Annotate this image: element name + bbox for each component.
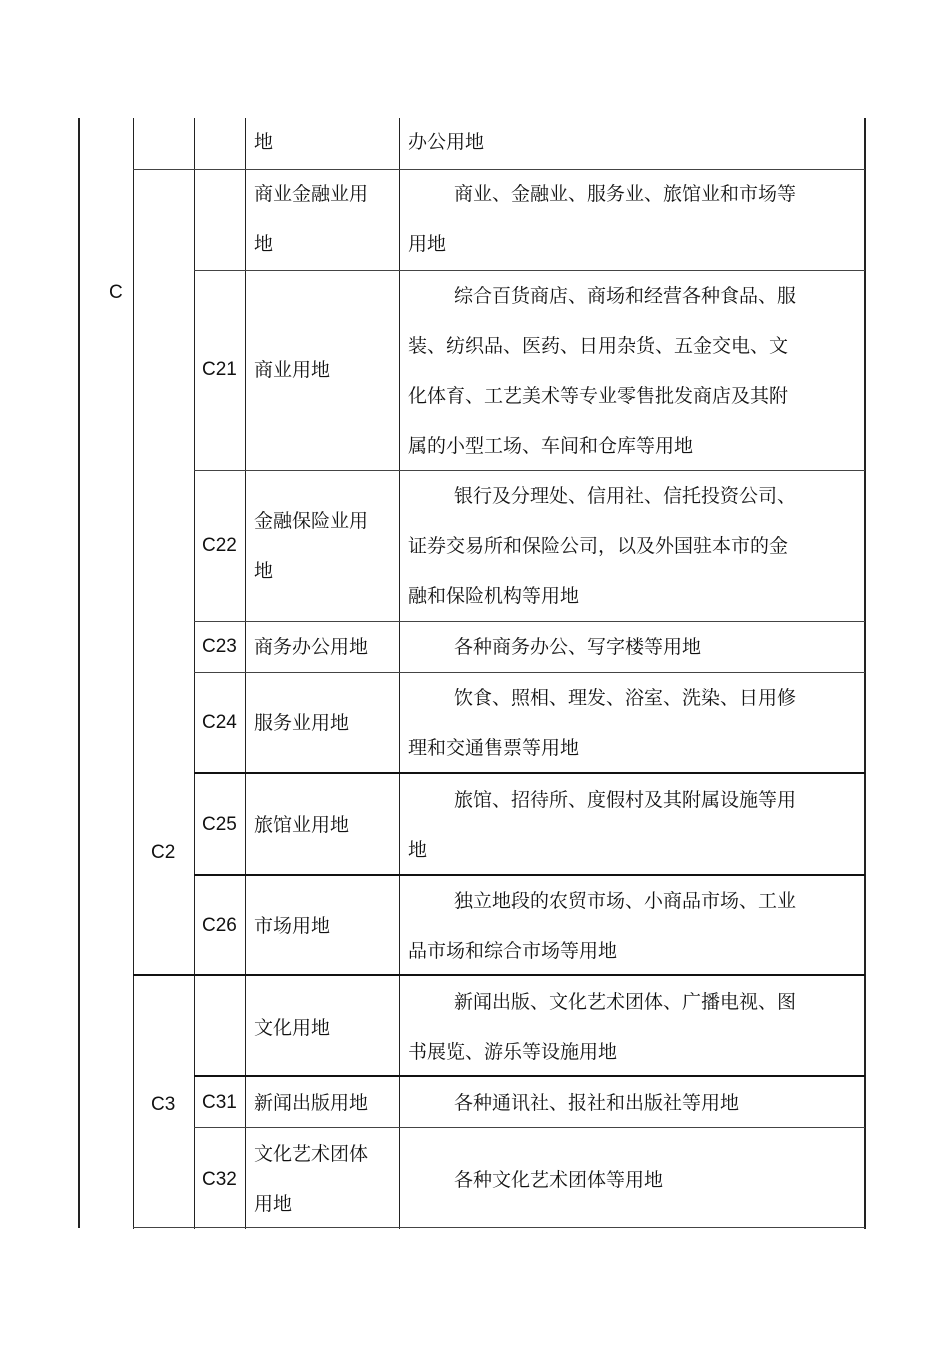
- column-divider-major: [133, 118, 134, 1229]
- land-description: 各种文化艺术团体等用地: [454, 1169, 664, 1191]
- small-code: C23: [202, 636, 237, 657]
- land-description: 各种商务办公、写字楼等用地: [454, 636, 702, 658]
- land-description: 独立地段的农贸市场、小商品市场、工业 品市场和综合市场等用地: [408, 890, 797, 962]
- land-description: 综合百货商店、商场和经营各种食品、服 装、纺织品、医药、日用杂货、五金交电、文 化体育、工艺美术等专业零售批发商店及其附 属的小型工场、车间和仓库等用地: [408, 285, 797, 457]
- land-description: 各种通讯社、报社和出版社等用地: [454, 1092, 740, 1114]
- land-name: 商务办公用地: [254, 636, 369, 658]
- column-divider-name: [399, 118, 400, 1229]
- land-name: 商业用地: [254, 359, 331, 381]
- small-code: C24: [202, 712, 237, 733]
- small-code: C31: [202, 1092, 237, 1113]
- table-left-border: [78, 118, 80, 1228]
- land-name: 旅馆业用地: [254, 814, 350, 836]
- land-name: 新闻出版用地: [254, 1092, 369, 1114]
- land-name: 文化用地: [254, 1017, 331, 1039]
- land-name: 服务业用地: [254, 712, 350, 734]
- column-divider-small: [245, 118, 246, 1229]
- small-code: C26: [202, 915, 237, 936]
- major-code: C: [109, 282, 123, 303]
- small-code: C32: [202, 1169, 237, 1190]
- small-code: C22: [202, 535, 237, 556]
- land-description: 饮食、照相、理发、浴室、洗染、日用修 理和交通售票等用地: [408, 687, 797, 759]
- medium-code-c3: C3: [151, 1094, 176, 1115]
- land-description: 银行及分理处、信用社、信托投资公司、 证券交易所和保险公司，以及外国驻本市的金 融和保险机构等用地: [408, 485, 797, 607]
- land-name: 金融保险业用 地: [254, 510, 369, 582]
- land-name: 地: [254, 131, 274, 153]
- land-name: 文化艺术团体 用地: [254, 1143, 369, 1215]
- small-code: C25: [202, 814, 237, 835]
- land-description: 旅馆、招待所、度假村及其附属设施等用 地: [408, 789, 797, 861]
- medium-code-c2: C2: [151, 842, 176, 863]
- column-divider-medium: [194, 118, 195, 1229]
- small-code: C21: [202, 359, 237, 380]
- table-bottom-border: [133, 1227, 865, 1228]
- land-name: 商业金融业用 地: [254, 183, 369, 255]
- land-description: 办公用地: [408, 131, 485, 153]
- land-description: 新闻出版、文化艺术团体、广播电视、图 书展览、游乐等设施用地: [408, 991, 797, 1063]
- land-name: 市场用地: [254, 915, 331, 937]
- table-right-border: [864, 118, 866, 1229]
- land-description: 商业、金融业、服务业、旅馆业和市场等 用地: [408, 183, 797, 255]
